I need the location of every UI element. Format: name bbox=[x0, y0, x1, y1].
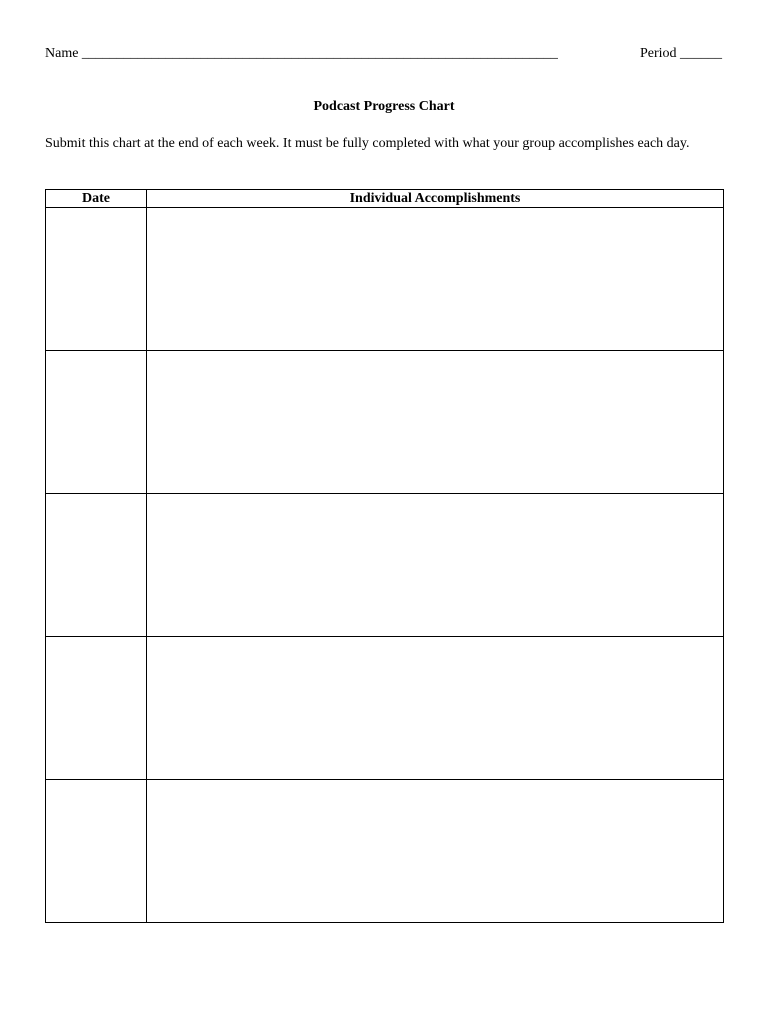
header-line bbox=[45, 46, 722, 66]
accomplishments-cell[interactable] bbox=[147, 637, 724, 780]
table-row bbox=[46, 637, 724, 780]
date-cell[interactable] bbox=[46, 494, 147, 637]
table-row bbox=[46, 494, 724, 637]
table-row bbox=[46, 780, 724, 923]
period-field[interactable]: Period ______ bbox=[639, 46, 722, 61]
date-cell[interactable] bbox=[46, 208, 147, 351]
page-title: Podcast Progress Chart bbox=[313, 99, 455, 114]
instructions-text: Submit this chart at the end of each week. It must be fully completed with what your group accomplishes each day. bbox=[45, 136, 690, 151]
column-header-accomplishments: Individual Accomplishments bbox=[147, 190, 724, 208]
date-cell[interactable] bbox=[46, 637, 147, 780]
table-header-row bbox=[46, 190, 724, 208]
table-row bbox=[46, 208, 724, 351]
accomplishments-cell[interactable] bbox=[147, 494, 724, 637]
accomplishments-cell[interactable] bbox=[147, 208, 724, 351]
accomplishments-cell[interactable] bbox=[147, 351, 724, 494]
table-row bbox=[46, 351, 724, 494]
progress-table bbox=[45, 189, 724, 923]
name-field[interactable]: Name ____________________________________________________________________ bbox=[45, 46, 558, 61]
accomplishments-cell[interactable] bbox=[147, 780, 724, 923]
column-header-date: Date bbox=[46, 190, 147, 208]
date-cell[interactable] bbox=[46, 780, 147, 923]
date-cell[interactable] bbox=[46, 351, 147, 494]
